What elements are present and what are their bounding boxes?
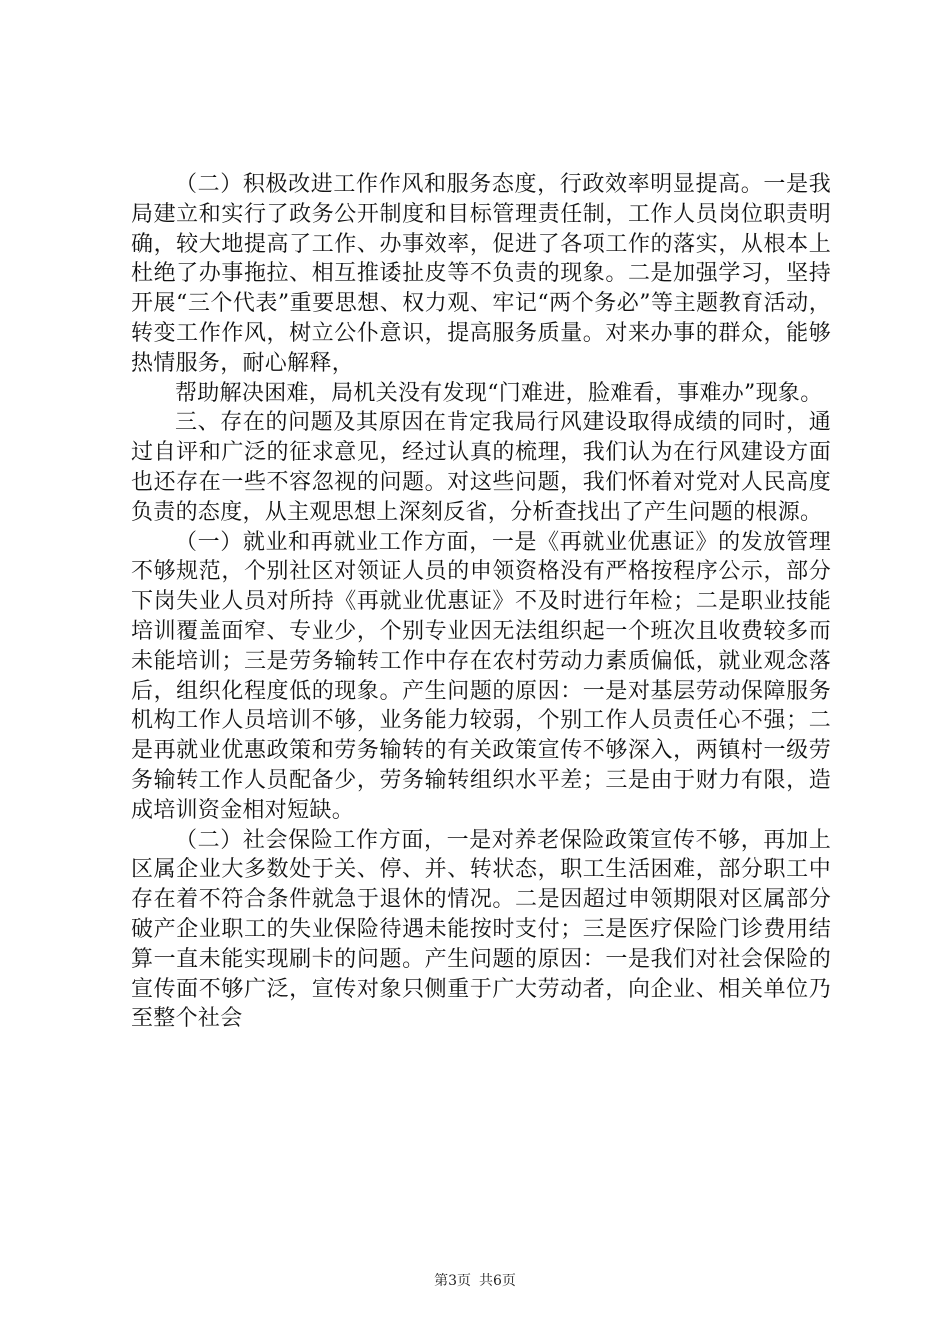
paragraph-problems-causes: 三、存在的问题及其原因在肯定我局行风建设取得成绩的同时，通过自评和广泛的征求意见，经过认真的梳理，我们认为在行风建设方面也还存在一些不容忽视的问题。对这些问题，我们怀着对党对人民高度负责的态度，从主观思想上深刻反省，分析查找出了产生问题的根源。 (131, 410, 831, 525)
paragraph-help-solve: 帮助解决困难，局机关没有发现“门难进，脸难看，事难办”现象。 (175, 380, 823, 406)
page-footer (0, 1271, 950, 1291)
paragraph-work-style: （二）积极改进工作作风和服务态度，行政效率明显提高。一是我局建立和实行了政务公开制度和目标管理责任制，工作人员岗位职责明确，较大地提高了工作、办事效率，促进了各项工作的落实，从根本上杜绝了办事拖拉、相互推诿扯皮等不负责的现象。二是加强学习，坚持开展“三个代表”重要思想、权力观、牢记“两个务必”等主题教育活动，转变工作作风，树立公仆意识，提高服务质量。对来办事的群众，能够热情服务，耐心解释， (131, 172, 831, 376)
page-total: 共6页 (479, 1273, 516, 1289)
paragraph-social-insurance: （二）社会保险工作方面，一是对养老保险政策宣传不够，再加上区属企业大多数处于关、停、并、转状态，职工生活困难，部分职工中存在着不符合条件就急于退休的情况。二是因超过申领期限对区属部分破产企业职工的失业保险待遇未能按时支付；三是医疗保险门诊费用结算一直未能实现刷卡的问题。产生问题的原因：一是我们对社会保险的宣传面不够广泛，宣传对象只侧重于广大劳动者，向企业、相关单位乃至整个社会 (131, 827, 831, 1032)
paragraph-employment: （一）就业和再就业工作方面，一是《再就业优惠证》的发放管理不够规范，个别社区对领证人员的申领资格没有严格按程序公示，部分下岗失业人员对所持《再就业优惠证》不及时进行年检；二是职业技能培训覆盖面窄、专业少，个别专业因无法组织起一个班次且收费较多而未能培训；三是劳务输转工作中存在农村劳动力素质偏低，就业观念落后，组织化程度低的现象。产生问题的原因：一是对基层劳动保障服务机构工作人员培训不够，业务能力较弱，个别工作人员责任心不强；二是再就业优惠政策和劳务输转的有关政策宣传不够深入，两镇村一级劳务输转工作人员配备少，劳务输转组织水平差；三是由于财力有限，造成培训资金相对短缺。 (131, 529, 831, 823)
document-body (131, 170, 831, 1034)
page-number: 第3页 (434, 1273, 471, 1289)
